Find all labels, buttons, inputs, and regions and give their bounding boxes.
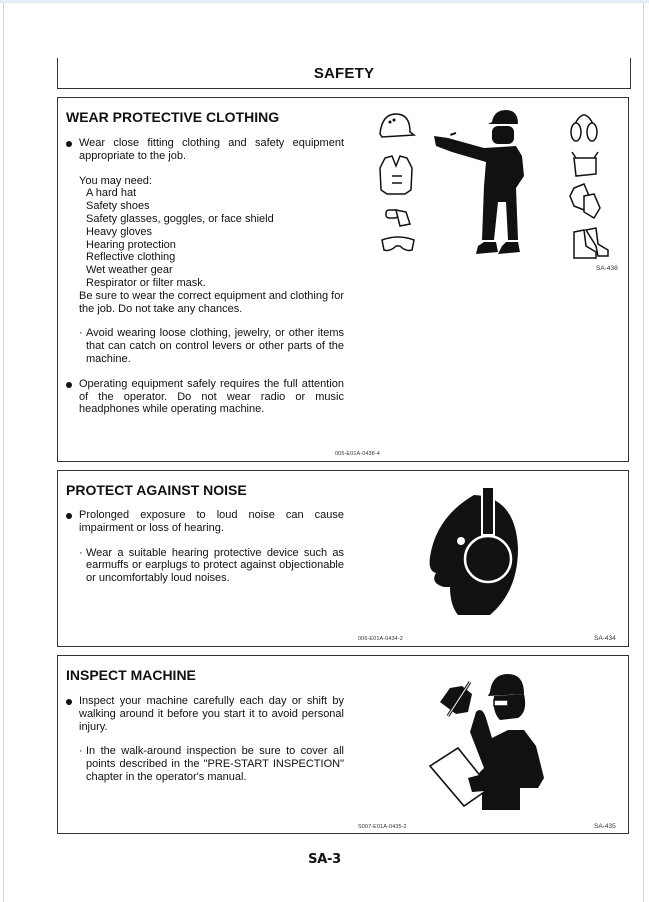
bullet-item: Inspect your machine carefully each day or shift by walking around it before you start it to avoid personal injury. (66, 695, 344, 733)
needs-item: Safety shoes (86, 200, 150, 213)
needs-item: Safety glasses, goggles, or face shield (86, 212, 274, 225)
sub-item (66, 327, 344, 365)
dash-mark: · (79, 546, 83, 559)
page-right-edge (643, 3, 644, 902)
face-shield-icon (572, 152, 598, 176)
figure-label: SA-438 (596, 265, 618, 272)
goggles-icon (382, 237, 414, 251)
ear-muffs-icon (571, 115, 597, 141)
page-number: SA-3 (308, 852, 341, 867)
headphone-band-icon (482, 487, 494, 535)
section-text (66, 695, 344, 784)
section-title: PROTECT AGAINST NOISE (66, 482, 247, 498)
document-code: 006-E01A-0434-2 (358, 636, 403, 642)
inspector-illustration (428, 668, 568, 818)
gloves-icon (570, 184, 600, 218)
sub-item (66, 745, 344, 783)
hearing-protection-illustration (428, 487, 518, 627)
worker-figure-icon (434, 110, 524, 254)
eye-icon (457, 537, 465, 545)
bullet-item: Wear close fitting clothing and safety equipment appropriate to the job. (66, 137, 344, 163)
sub-item-text: Avoid wearing loose clothing, jewelry, or other items that can catch on control levers or other parts of the machine. (86, 327, 344, 365)
document-code: S007-E01A-0435-2 (358, 824, 407, 830)
needs-item: Heavy gloves (86, 225, 153, 238)
sub-item (66, 547, 344, 585)
headphone-earcup-icon (465, 536, 511, 582)
figure-label: SA-434 (594, 635, 616, 642)
head-icon (494, 694, 526, 720)
section-title: WEAR PROTECTIVE CLOTHING (66, 109, 280, 125)
section-protect-against-noise (57, 470, 629, 647)
safety-boots-icon (574, 228, 608, 258)
sub-item-text: In the walk-around inspection be sure to cover all points described in the "PRE-START INSPECTION" chapter in the operator's manual. (86, 745, 344, 783)
hard-hat-icon (488, 674, 524, 696)
dash-mark: · (79, 745, 83, 758)
hand-icon (440, 686, 472, 714)
section-title: INSPECT MACHINE (66, 667, 196, 683)
safety-glasses-icon (494, 700, 508, 706)
reflective-vest-icon (380, 156, 412, 194)
section-wear-protective-clothing (57, 97, 629, 462)
dash-mark: · (79, 327, 83, 340)
bullet-item: Operating equipment safely requires the full attention of the operator. Do not wear radio or music headphones while operating machine. (66, 378, 344, 416)
section-text (66, 509, 344, 585)
sub-item-text: Wear a suitable hearing protective device such as earmuffs or earplugs to protect against objectionable or uncomfortably loud noises. (86, 546, 344, 585)
closing-text: Be sure to wear the correct equipment and clothing for the job. Do not take any chances. (79, 289, 344, 315)
page-left-edge (3, 3, 4, 902)
needs-item: A hard hat (86, 187, 137, 200)
respirator-icon (386, 210, 410, 226)
needs-item: Reflective clothing (86, 251, 176, 264)
section-text (66, 137, 344, 416)
needs-intro: You may need: (79, 174, 152, 187)
viewer-top-strip (0, 0, 649, 3)
bullet-item: Prolonged exposure to loud noise can cause impairment or loss of hearing. (66, 509, 344, 535)
protective-equipment-illustration (374, 106, 624, 266)
needs-item: Wet weather gear (86, 264, 173, 277)
page-title: SAFETY (313, 65, 375, 82)
document-code: 005-E01A-0438-4 (335, 451, 380, 457)
hard-hat-icon (380, 114, 414, 137)
figure-label: SA-435 (594, 823, 616, 830)
page-header (57, 58, 631, 89)
section-inspect-machine (57, 655, 629, 834)
needs-item: Hearing protection (86, 238, 176, 251)
needs-item: Respirator or filter mask. (86, 276, 206, 289)
